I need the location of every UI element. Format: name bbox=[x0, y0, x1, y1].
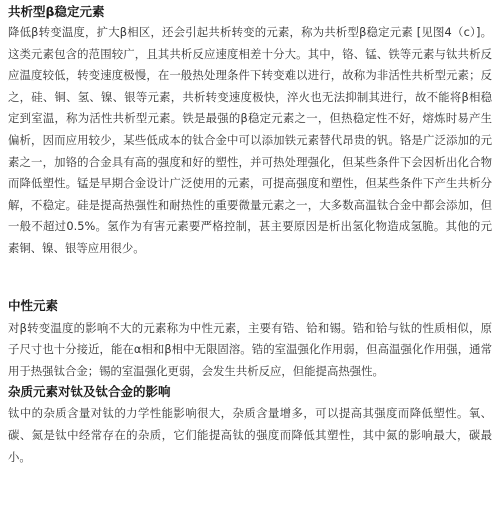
section-body-impurity-effects: 钛中的杂质含量对钛的力学性能影响很大，杂质含量增多，可以提高其强度而降低塑性。氧、碳、氮是钛中经常存在的杂质，它们能提高钛的强度而降低其塑性，其中氮的影响最大，碳最小。 bbox=[8, 406, 492, 464]
section-heading-neutral-elements: 中性元素 bbox=[8, 297, 59, 313]
section-body-neutral-elements: 对β转变温度的影响不大的元素称为中性元素，主要有锆、铪和锡。锆和铪与钛的性质相似，原子尺寸也十分接近，能在α相和β相中无限固溶。锆的室温强化作用弱，但高温强化作用强，通常用于热强钛合金；锡的室温强化更弱，会发生共析反应，但能提高热强性。 bbox=[8, 320, 492, 378]
section-heading-impurity-effects: 杂质元素对钛及钛合金的影响 bbox=[8, 384, 171, 400]
section-body-eutectoid-beta-stabilizers: 降低β转变温度，扩大β相区，还会引起共析转变的元素，称为共析型β稳定元素 [见图4（c）]。这类元素包含的范围较广，且其共析反应速度相差十分大。其中，铬、锰、铁等元素与钛共析反应温度较低，转变速度极慢，在一般热处理条件下转变难以进行，故称为非活性共析型元素；反之，硅、铜、氢、镍、银等元素，共析转变速度极快，淬火也无法抑制其进行，故不能将β相稳定到室温，称为活性共析型元素。铁是最强的β稳定元素之一，但热稳定性不好，熔炼时易产生偏析，因而应用较少，某些低成本的钛合金中可以添加铁元素替代昂贵的钒。铬是广泛添加的元素之一，加铬的合金具有高的强度和好的塑性，并可热处理强化，但某些条件下会因析出化合物而降低塑性。锰是早期合金设计广泛使用的元素，可提高强度和塑性，但某些条件下产生共析分解，不稳定。硅是提高热强性和耐热性的重要微量元素之一，大多数高温钛合金中都会添加，但一般不超过0.5%。氢作为有害元素要严格控制，甚主要原因是析出氢化物造成氢脆。其他的元素铜、镍、银等应用很少。 bbox=[8, 25, 492, 255]
section-heading-eutectoid-beta-stabilizers: 共析型β稳定元素 bbox=[8, 4, 105, 19]
